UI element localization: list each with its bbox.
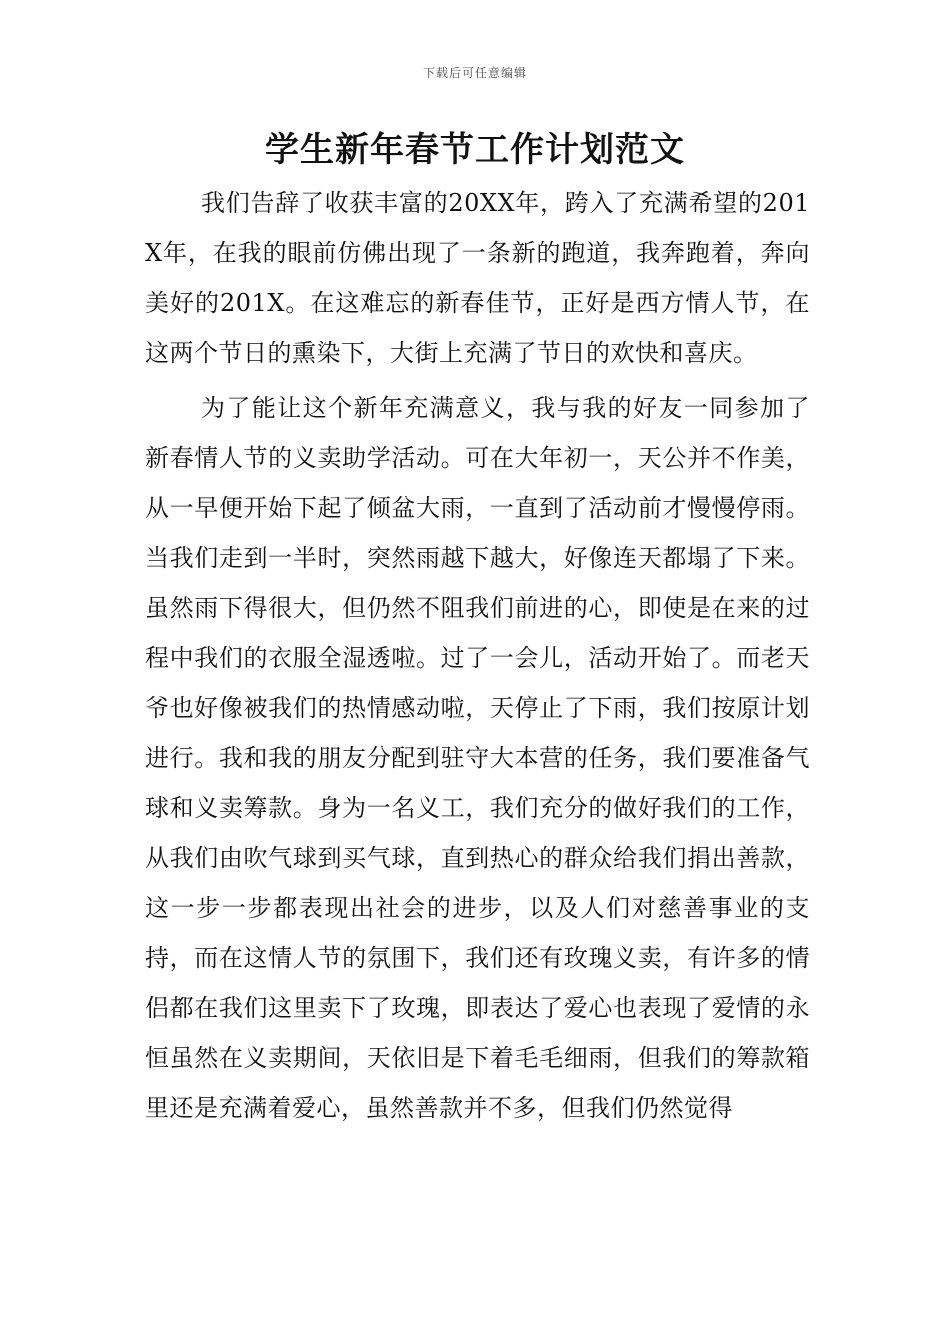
document-title: 学生新年春节工作计划范文 (265, 130, 685, 170)
paragraph: 我们告辞了收获丰富的20XX年，跨入了充满希望的201X年，在我的眼前仿佛出现了一条新的跑道，我奔跑着，奔向美好的201X。在这难忘的新春佳节，正好是西方情人节，在这两个节日的熏染下，大街上充满了节日的欢快和喜庆。 (145, 189, 810, 367)
paragraph: 为了能让这个新年充满意义，我与我的好友一同参加了新春情人节的义卖助学活动。可在大年初一，天公并不作美，从一早便开始下起了倾盆大雨，一直到了活动前才慢慢停雨。当我们走到一半时，突然雨越下越大，好像连天都塌了下来。虽然雨下得很大，但仍然不阻我们前进的心，即使是在来的过程中我们的衣服全湿透啦。过了一会儿，活动开始了。而老天爷也好像被我们的热情感动啦，天停止了下雨，我们按原计划进行。我和我的朋友分配到驻守大本营的任务，我们要准备气球和义卖筹款。身为一名义工，我们充分的做好我们的工作，从我们由吹气球到买气球，直到热心的群众给我们捐出善款，这一步一步都表现出社会的进步，以及人们对慈善事业的支持，而在这情人节的氛围下，我们还有玫瑰义卖，有许多的情侣都在我们这里卖下了玫瑰，即表达了爱心也表现了爱情的永恒虽然在义卖期间，天依旧是下着毛毛细雨，但我们的筹款箱里还是充满着爱心，虽然善款并不多，但我们仍然觉得 (145, 394, 810, 1122)
header-note: 下载后可任意编辑 (422, 66, 527, 80)
document-body (145, 178, 810, 1133)
